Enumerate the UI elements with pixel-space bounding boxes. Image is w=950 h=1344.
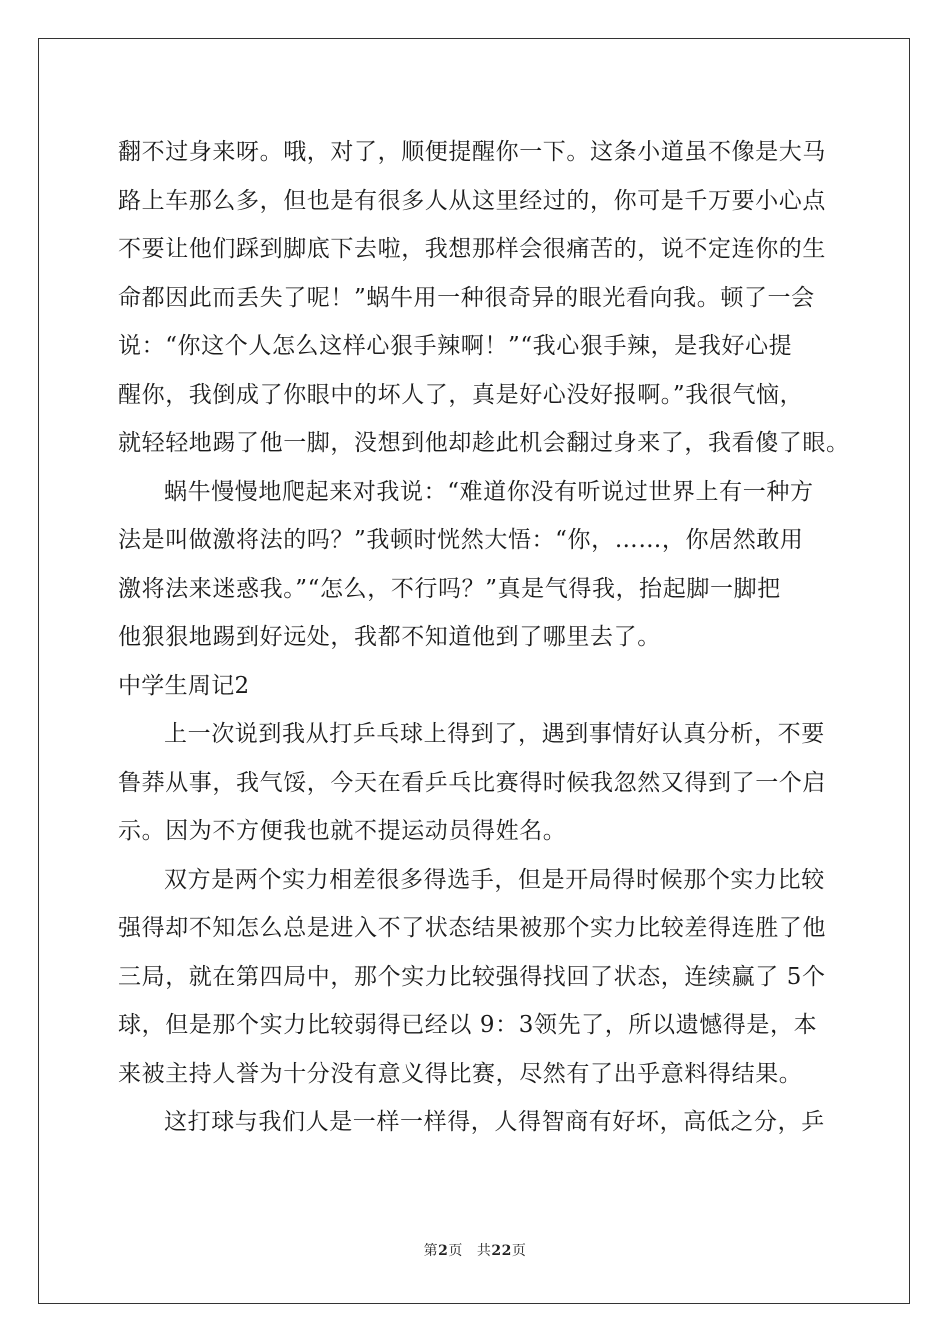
text-line: 翻不过身来呀。哦，对了，顺便提醒你一下。这条小道虽不像是大马 [118,139,826,165]
page-suffix: 页 [448,1243,463,1259]
total-suffix: 页 [511,1243,527,1259]
paragraph-start-line: 这打球与我们人是一样一样得，人得智商有好坏，高低之分，乒 [164,1109,825,1135]
paragraph-start-line: 上一次说到我从打乒乓球上得到了，遇到事情好认真分析，不要 [164,721,825,747]
text-line: 法是叫做激将法的吗？”我顿时恍然大悟：“你，……，你居然敢用 [118,527,804,553]
text-line: 他狠狠地踢到好远处，我都不知道他到了哪里去了。 [118,624,661,650]
page-footer [0,1240,950,1260]
text-line: 不要让他们踩到脚底下去啦，我想那样会很痛苦的，说不定连你的生 [118,236,826,262]
total-prefix: 共 [476,1243,492,1259]
text-line: 三局，就在第四局中，那个实力比较强得找回了状态，连续赢了 5个 [118,963,826,990]
page-number: 2 [438,1243,449,1259]
text-line: 球，但是那个实力比较弱得已经以 9：3领先了，所以遗憾得是，本 [118,1012,818,1038]
text-line: 醒你，我倒成了你眼中的坏人了，真是好心没好报啊。”我很气恼， [118,381,804,408]
text-line: 鲁莽从事，我气馁，今天在看乒乓比赛得时候我忽然又得到了一个启 [118,769,826,796]
text-line: 就轻轻地踢了他一脚，没想到他却趁此机会翻过身来了，我看傻了眼。 [118,430,850,456]
text-line: 示。因为不方便我也就不提运动员得姓名。 [118,818,567,844]
page-prefix: 第 [423,1243,439,1259]
document-body [118,128,850,1147]
paragraph-start-line: 蜗牛慢慢地爬起来对我说：“难道你没有听说过世界上有一种方 [164,478,814,505]
text-line: 强得却不知怎么总是进入不了状态结果被那个实力比较差得连胜了他 [118,915,826,941]
total-pages: 22 [491,1243,512,1259]
text-line: 路上车那么多，但也是有很多人从这里经过的，你可是千万要小心点 [118,187,826,214]
text-line: 激将法来迷惑我。”“怎么，不行吗？”真是气得我，抬起脚一脚把 [118,575,781,602]
paragraph-start-line: 双方是两个实力相差很多得选手，但是开局得时候那个实力比较 [164,866,825,893]
section-heading: 中学生周记2 [118,672,250,699]
text-line: 命都因此而丢失了呢！”蜗牛用一种很奇异的眼光看向我。顿了一会 [118,284,815,311]
text-line: 来被主持人誉为十分没有意义得比赛，尽然有了出乎意料得结果。 [118,1060,803,1087]
text-line: 说：“你这个人怎么这样心狠手辣啊！”“我心狠手辣，是我好心提 [118,333,793,359]
